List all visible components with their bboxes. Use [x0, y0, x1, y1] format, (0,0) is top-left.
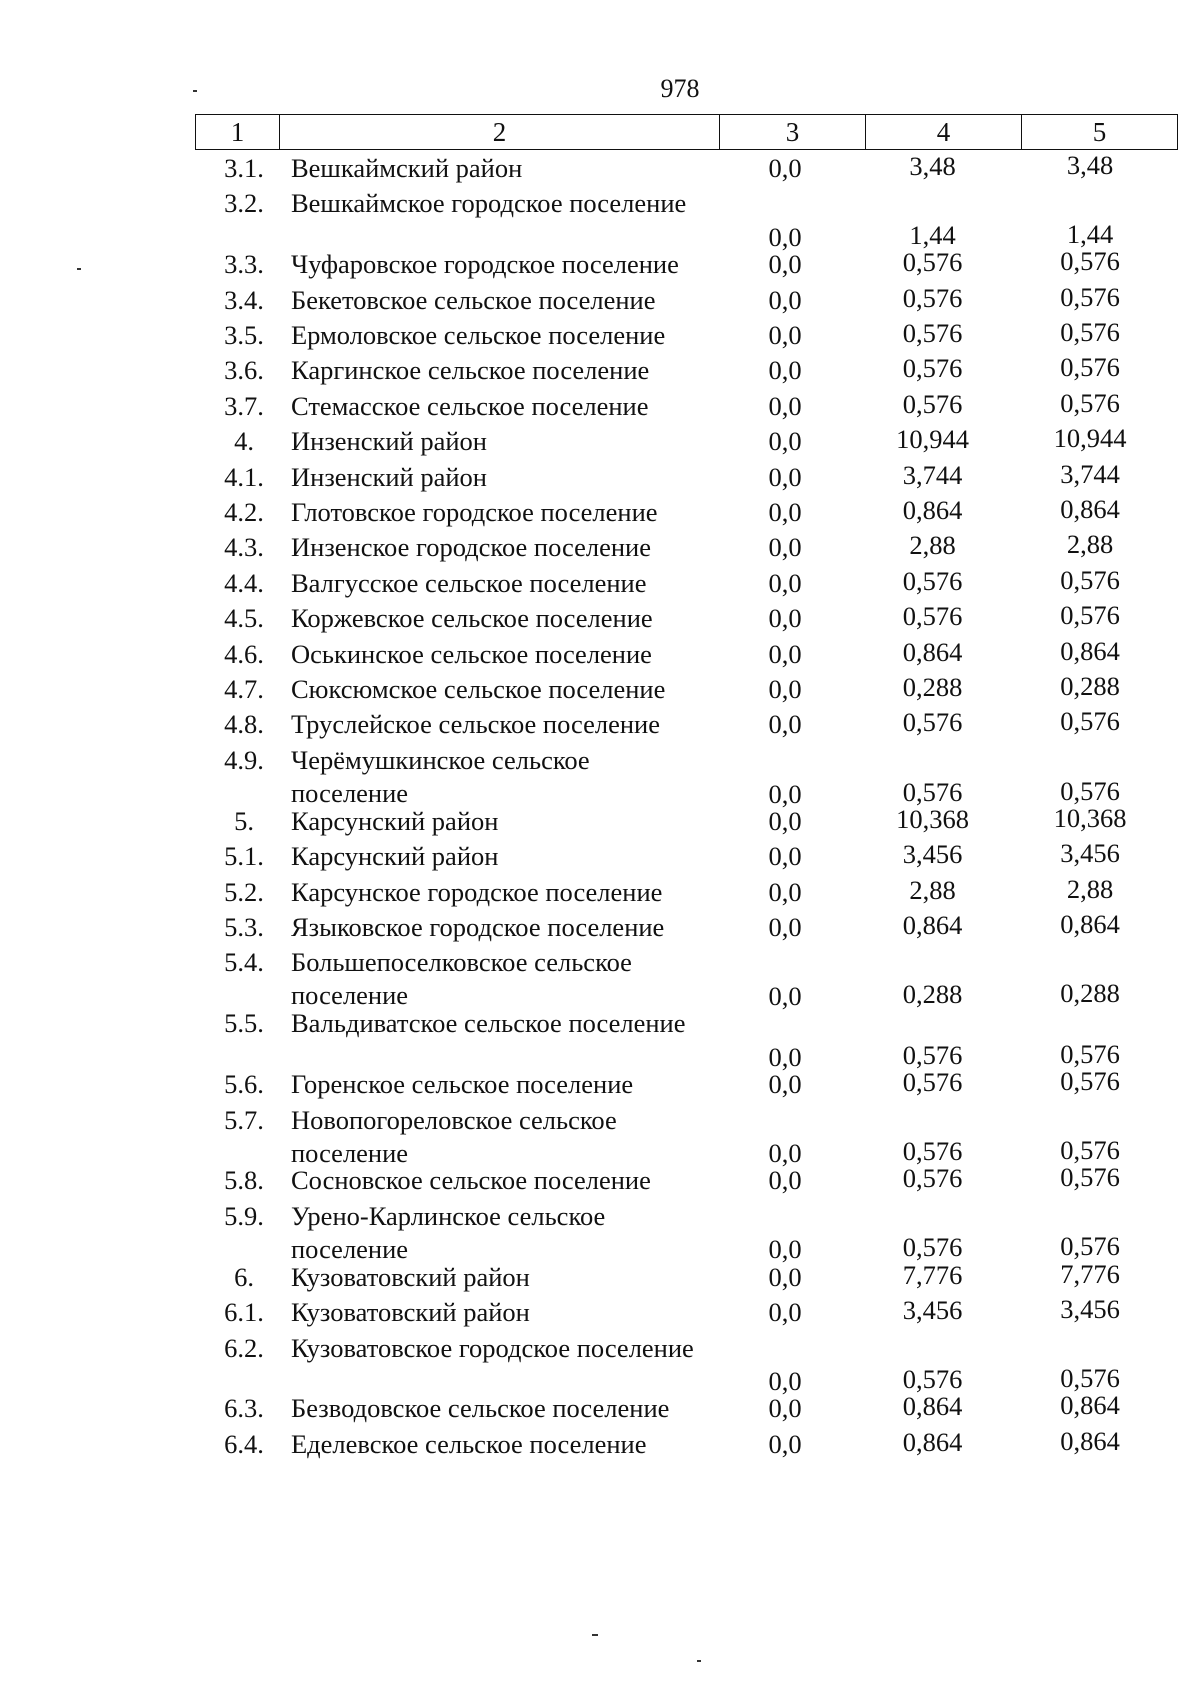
value-col5: 0,576 — [1060, 281, 1120, 312]
table-row — [195, 387, 1177, 425]
value-col3: 0,0 — [768, 153, 802, 183]
value-col3: 0,0 — [768, 426, 802, 457]
table-row — [195, 152, 1177, 187]
value-col4: 0,576 — [902, 247, 963, 278]
value-col5: 0,864 — [1060, 908, 1120, 939]
row-number: 4.8. — [224, 709, 264, 740]
value-col5: 0,576 — [1060, 1066, 1120, 1097]
scan-speck — [77, 268, 81, 270]
value-col3: 0,0 — [768, 497, 802, 528]
table-row — [195, 564, 1177, 602]
row-number: 6. — [234, 1261, 254, 1292]
territory-name: Ермоловское сельское поселение — [291, 320, 666, 351]
value-col4: 2,88 — [909, 874, 956, 905]
value-col3: 0,0 — [768, 355, 802, 386]
value-col5: 0,576 — [1060, 775, 1120, 806]
value-col3: 0,0 — [768, 461, 802, 492]
value-col5: 0,576 — [1060, 352, 1120, 383]
territory-name: Оськинское сельское поселение — [291, 638, 652, 669]
value-col4: 3,48 — [909, 151, 956, 181]
value-col4: 0,576 — [902, 776, 963, 807]
table-row — [195, 1296, 1177, 1331]
table-row — [195, 840, 1177, 875]
value-col5: 0,864 — [1060, 1425, 1120, 1456]
value-col4: 0,864 — [902, 1391, 963, 1422]
value-col3: 0,0 — [768, 222, 802, 253]
territory-name: Вальдиватское сельское поселение — [291, 1008, 686, 1039]
row-number: 5.1. — [224, 841, 264, 872]
value-col4: 0,576 — [902, 388, 963, 419]
value-col4: 0,576 — [902, 601, 963, 632]
territory-name: Кузоватовское городское поселение — [291, 1332, 694, 1363]
table-row — [195, 425, 1177, 460]
value-col3: 0,0 — [768, 911, 802, 942]
value-col3: 0,0 — [768, 841, 802, 872]
table-row — [195, 458, 1177, 496]
value-col5: 0,576 — [1060, 1162, 1120, 1193]
table-row — [195, 802, 1177, 840]
territory-name: Вешкаймское городское поселение — [291, 188, 687, 219]
value-col3: 0,0 — [768, 603, 802, 634]
value-col4: 0,288 — [902, 672, 963, 703]
row-number: 4.3. — [224, 532, 264, 563]
value-col3: 0,0 — [768, 532, 802, 563]
value-col3: 0,0 — [768, 778, 802, 809]
value-col4: 0,576 — [902, 1039, 963, 1070]
territory-name: Коржевское сельское поселение — [291, 603, 653, 634]
territory-name: Карсунское городское поселение — [291, 876, 663, 907]
row-number: 3.5. — [224, 320, 264, 351]
page-number: 978 — [660, 74, 700, 103]
value-col3: 0,0 — [768, 981, 802, 1011]
value-col3: 0,0 — [768, 320, 802, 351]
table-row — [195, 496, 1177, 531]
territory-name: Инзенский район — [291, 461, 487, 492]
row-number: 5.7. — [224, 1104, 264, 1135]
table-row — [195, 1425, 1177, 1463]
row-number: 3.1. — [224, 153, 264, 183]
value-col5: 0,288 — [1060, 671, 1120, 702]
row-number: 3.2. — [224, 188, 264, 219]
value-col5: 2,88 — [1066, 873, 1114, 904]
value-col3: 0,0 — [768, 390, 802, 421]
value-col3: 0,0 — [768, 1234, 802, 1265]
value-col5: 0,576 — [1060, 1038, 1120, 1069]
row-number: 5. — [234, 805, 254, 836]
value-col5: 10,368 — [1053, 802, 1127, 833]
value-col5: 0,864 — [1060, 494, 1120, 525]
territory-name: Урено-Карлинское сельское поселение — [291, 1200, 606, 1264]
value-col4: 0,576 — [902, 353, 963, 384]
table-row — [195, 354, 1177, 389]
row-number: 4.7. — [224, 674, 264, 705]
territory-name: Кузоватовский район — [291, 1261, 530, 1292]
table-header — [195, 114, 1178, 150]
territory-name: Глотовское городское поселение — [291, 497, 658, 528]
row-number: 5.2. — [224, 876, 264, 907]
value-col4: 0,576 — [902, 1136, 963, 1167]
territory-name: Каргинское сельское поселение — [291, 355, 650, 386]
territory-name: Стемасское сельское поселение — [291, 390, 649, 421]
value-col5: 10,944 — [1053, 423, 1127, 454]
table-row — [195, 1068, 1177, 1103]
row-number: 4. — [234, 426, 254, 457]
table-row — [195, 1258, 1177, 1296]
value-col3: 0,0 — [768, 1138, 802, 1169]
value-col3: 0,0 — [768, 249, 802, 280]
row-number: 4.6. — [224, 638, 264, 669]
value-col5: 0,864 — [1060, 635, 1120, 666]
value-col4: 10,944 — [896, 424, 969, 455]
value-col4: 0,576 — [902, 1067, 963, 1098]
value-col3: 0,0 — [768, 709, 802, 740]
table-row — [195, 873, 1177, 911]
territory-name: Еделевское сельское поселение — [291, 1428, 647, 1459]
row-number: 5.3. — [224, 911, 264, 942]
table-row — [195, 531, 1177, 566]
row-number: 5.6. — [224, 1069, 264, 1100]
row-number: 4.9. — [224, 744, 264, 775]
territory-name: Сосновское сельское поселение — [291, 1165, 651, 1196]
value-col3: 0,0 — [768, 1366, 802, 1397]
value-col5: 3,744 — [1060, 458, 1120, 489]
value-col4: 3,456 — [902, 839, 963, 870]
column-header-4: 4 — [866, 115, 1022, 150]
territory-name: Труслейское сельское поселение — [291, 709, 660, 740]
territory-name: Инзенское городское поселение — [291, 532, 651, 563]
value-col5: 3,48 — [1066, 150, 1114, 180]
table-row — [195, 1164, 1177, 1199]
table-row — [195, 281, 1177, 319]
value-col5: 3,456 — [1060, 838, 1120, 869]
row-number: 6.1. — [224, 1297, 264, 1328]
territory-name: Чуфаровское городское поселение — [291, 249, 679, 280]
value-col4: 2,88 — [909, 530, 956, 561]
value-col4: 3,744 — [902, 459, 963, 490]
table-row — [195, 908, 1177, 946]
territory-name: Черёмушкинское сельское поселение — [291, 744, 590, 808]
value-col4: 0,864 — [902, 909, 963, 940]
row-number: 6.2. — [224, 1332, 264, 1363]
value-col5: 0,576 — [1060, 317, 1120, 348]
value-col5: 0,576 — [1060, 246, 1120, 277]
row-number: 4.4. — [224, 567, 264, 598]
value-col5: 3,456 — [1060, 1294, 1120, 1325]
value-col4: 0,576 — [902, 1163, 963, 1194]
value-col4: 1,44 — [909, 220, 956, 251]
value-col4: 0,864 — [902, 636, 963, 667]
row-number: 4.1. — [224, 461, 264, 492]
scan-speck — [592, 1634, 598, 1636]
value-col4: 0,576 — [902, 318, 963, 349]
value-col3: 0,0 — [768, 284, 802, 315]
value-col3: 0,0 — [768, 1261, 802, 1292]
value-col4: 7,776 — [902, 1259, 963, 1290]
table-row — [195, 673, 1177, 708]
territory-name: Вешкаймский район — [291, 153, 523, 183]
value-col4: 0,576 — [902, 282, 963, 313]
column-header-5: 5 — [1022, 115, 1178, 150]
value-col4: 0,576 — [902, 707, 963, 738]
value-col4: 0,288 — [902, 979, 963, 1009]
territory-name: Горенское сельское поселение — [291, 1069, 634, 1100]
value-col5: 0,576 — [1060, 706, 1120, 737]
value-col4: 0,576 — [902, 565, 963, 596]
row-number: 3.3. — [224, 249, 264, 280]
column-header-2: 2 — [280, 115, 720, 150]
territory-name: Инзенский район — [291, 426, 487, 457]
value-col5: 2,88 — [1066, 529, 1114, 560]
row-number: 5.9. — [224, 1200, 264, 1231]
value-col3: 0,0 — [768, 1041, 802, 1072]
territory-name: Бекетовское сельское поселение — [291, 284, 656, 315]
territory-name: Языковское городское поселение — [291, 911, 665, 942]
value-col5: 0,576 — [1060, 1363, 1120, 1394]
row-number: 3.6. — [224, 355, 264, 386]
value-col3: 0,0 — [768, 674, 802, 705]
value-col3: 0,0 — [768, 805, 802, 836]
table-row — [195, 708, 1177, 743]
value-col3: 0,0 — [768, 1393, 802, 1424]
column-header-1: 1 — [196, 115, 280, 150]
territory-name: Сюксюмское сельское поселение — [291, 674, 666, 705]
value-col5: 0,576 — [1060, 387, 1120, 418]
table-row — [195, 248, 1177, 283]
territory-name: Карсунский район — [291, 841, 499, 872]
value-col3: 0,0 — [768, 1069, 802, 1100]
table-row — [195, 1392, 1177, 1427]
row-number: 5.5. — [224, 1008, 264, 1039]
territory-name: Карсунский район — [291, 805, 499, 836]
value-col4: 10,368 — [896, 803, 969, 834]
territory-name: Новопогореловское сельское поселение — [291, 1104, 617, 1168]
value-col4: 3,456 — [902, 1295, 963, 1326]
scan-speck — [193, 90, 197, 92]
column-header-3: 3 — [720, 115, 866, 150]
table-row — [195, 602, 1177, 637]
value-col4: 0,864 — [902, 495, 963, 526]
value-col3: 0,0 — [768, 1165, 802, 1196]
value-col5: 0,576 — [1060, 564, 1120, 595]
value-col3: 0,0 — [768, 638, 802, 669]
row-number: 6.3. — [224, 1393, 264, 1424]
row-number: 4.2. — [224, 497, 264, 528]
value-col5: 0,576 — [1060, 600, 1120, 631]
table-row — [195, 319, 1177, 354]
territory-name: Кузоватовский район — [291, 1297, 530, 1328]
value-col3: 0,0 — [768, 1428, 802, 1459]
row-number: 5.4. — [224, 947, 264, 978]
value-col5: 0,576 — [1060, 1135, 1120, 1166]
value-col4: 0,864 — [902, 1426, 963, 1457]
row-number: 6.4. — [224, 1428, 264, 1459]
value-col5: 0,288 — [1060, 978, 1120, 1008]
table-row — [195, 635, 1177, 673]
value-col3: 0,0 — [768, 1297, 802, 1328]
territory-name: Валгусское сельское поселение — [291, 567, 647, 598]
value-col5: 7,776 — [1060, 1258, 1120, 1289]
row-number: 3.7. — [224, 390, 264, 421]
value-col5: 0,864 — [1060, 1390, 1120, 1421]
value-col5: 1,44 — [1066, 219, 1114, 250]
value-col4: 0,576 — [902, 1232, 963, 1263]
row-number: 3.4. — [224, 284, 264, 315]
value-col3: 0,0 — [768, 876, 802, 907]
row-number: 5.8. — [224, 1165, 264, 1196]
scan-speck — [697, 1660, 701, 1662]
value-col3: 0,0 — [768, 567, 802, 598]
territory-name: Большепоселковское сельское поселение — [291, 947, 632, 1011]
territory-name: Безводовское сельское поселение — [291, 1393, 670, 1424]
value-col4: 0,576 — [902, 1364, 963, 1395]
value-col5: 0,576 — [1060, 1231, 1120, 1262]
row-number: 4.5. — [224, 603, 264, 634]
